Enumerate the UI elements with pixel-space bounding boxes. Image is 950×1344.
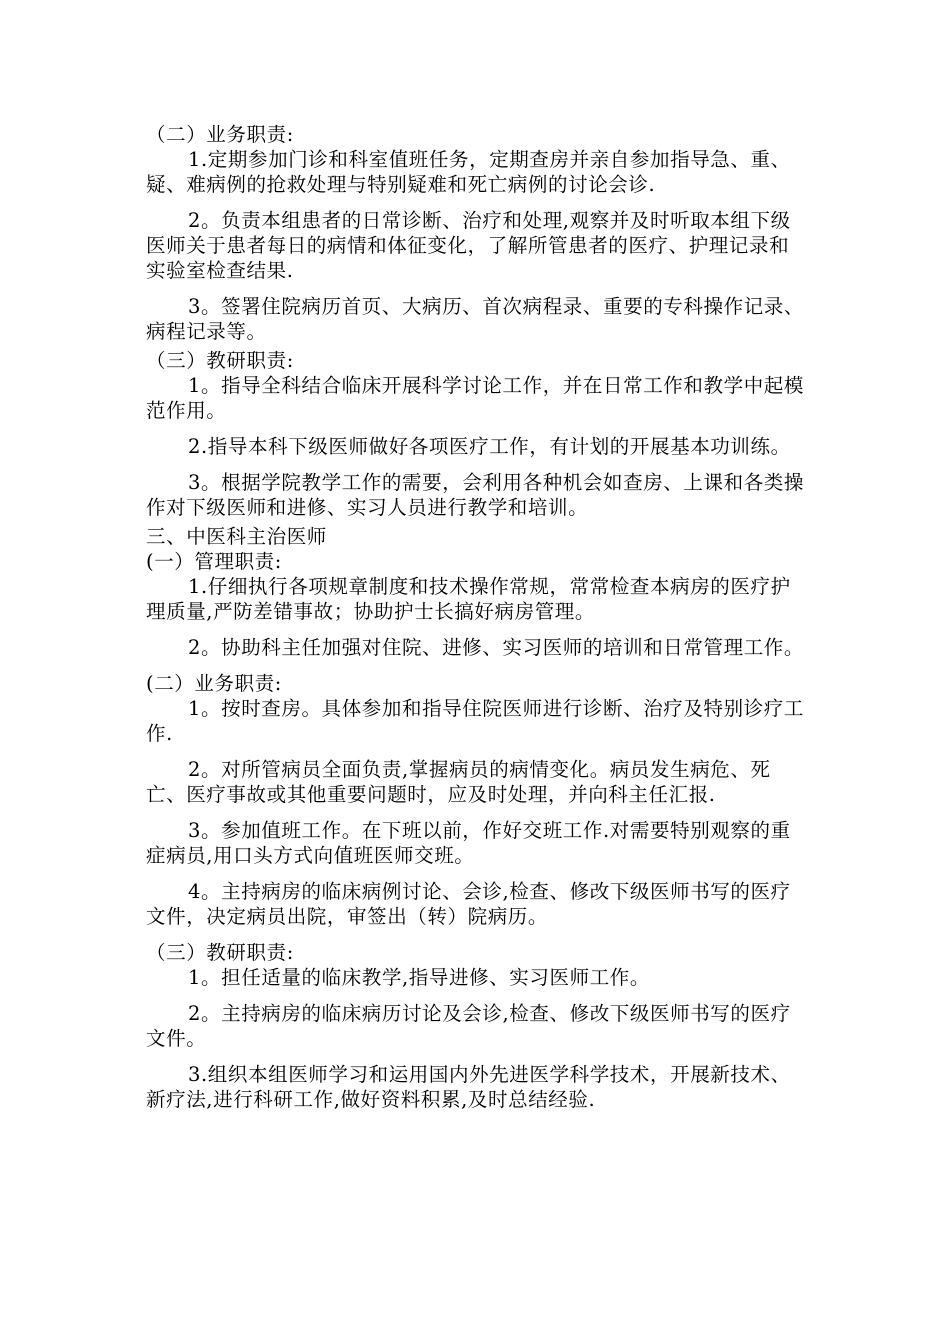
- section-heading: （二）业务职责:: [146, 123, 294, 146]
- paragraph: 1。担任适量的临床教学,指导进修、实习医师工作。: [188, 966, 651, 989]
- paragraph: 3。根据学院教学工作的需要，会利用各种机会如查房、上课和各类操作对下级医师和进修、实习人员进行教学和培训。: [146, 471, 805, 519]
- document-body: [146, 122, 806, 1123]
- paragraph: 3.组织本组医师学习和运用国内外先进医学科学技术，开展新技术、新疗法,进行科研工作,做好资料积累,及时总结经验.: [146, 1063, 791, 1111]
- paragraph: 4。主持病房的临床病例讨论、会诊,检查、修改下级医师书写的医疗文件，决定病员出院，审签出（转）院病历。: [146, 880, 791, 928]
- section-heading: （三）教研职责:: [146, 941, 294, 964]
- paragraph: 2。主持病房的临床病历讨论及会诊,检查、修改下级医师书写的医疗文件。: [146, 1002, 791, 1050]
- paragraph: 2.指导本科下级医师做好各项医疗工作，有计划的开展基本功训练。: [188, 435, 791, 458]
- section-heading: （三）教研职责:: [146, 349, 294, 372]
- section-heading: (一）管理职责:: [146, 550, 282, 573]
- paragraph: 1.仔细执行各项规章制度和技术操作常规，常常检查本病房的医疗护理质量,严防差错事故；协助护士长搞好病房管理。: [146, 575, 791, 623]
- section-heading: (二）业务职责:: [146, 672, 282, 695]
- paragraph: 1.定期参加门诊和科室值班任务，定期查房并亲自参加指导急、重、疑、难病例的抢救处理与特别疑难和死亡病例的讨论会诊.: [146, 148, 791, 196]
- paragraph: 2。负责本组患者的日常诊断、治疗和处理,观察并及时听取本组下级医师关于患者每日的病情和体征变化，了解所管患者的医疗、护理记录和实验室检查结果.: [146, 209, 791, 282]
- paragraph: 2。协助科主任加强对住院、进修、实习医师的培训和日常管理工作。: [188, 636, 805, 659]
- section-heading: 三、中医科主治医师: [146, 525, 327, 548]
- paragraph: 3。参加值班工作。在下班以前，作好交班工作.对需要特别观察的重症病员,用口头方式向值班医师交班。: [146, 819, 791, 867]
- paragraph: 2。对所管病员全面负责,掌握病员的病情变化。病员发生病危、死亡、医疗事故或其他重要问题时，应及时处理，并向科主任汇报.: [146, 758, 771, 806]
- paragraph: 1。指导全科结合临床开展科学讨论工作，并在日常工作和教学中起模范作用。: [146, 374, 805, 422]
- paragraph: 1。按时查房。具体参加和指导住院医师进行诊断、治疗及特别诊疗工作.: [146, 697, 805, 745]
- paragraph: 3。签署住院病历首页、大病历、首次病程录、重要的专科操作记录、病程记录等。: [146, 295, 805, 343]
